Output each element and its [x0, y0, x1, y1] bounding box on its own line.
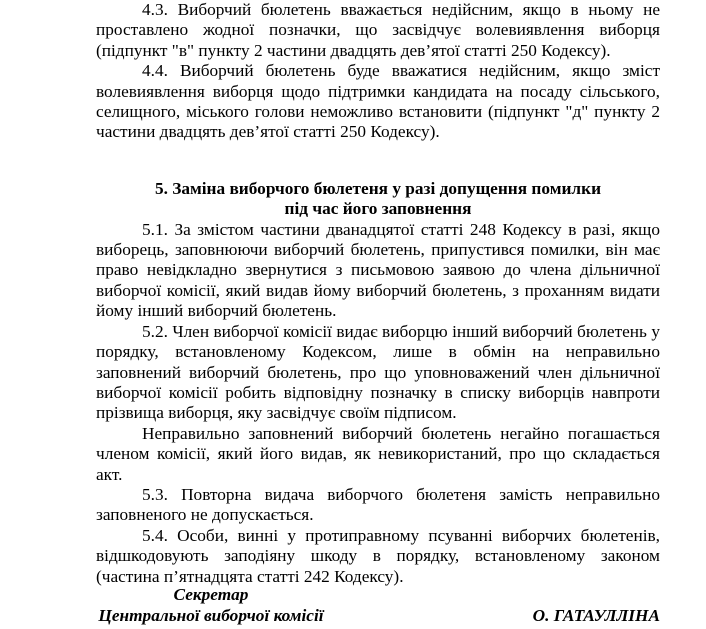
signatory-name: О. ГАТАУЛЛІНА	[532, 606, 660, 625]
paragraph-4-4: 4.4. Виборчий бюлетень буде вважатися недійсним, якщо зміст волевиявлення виборця щодо підтримки кандидата на посаду сільського, селищного, міського голови неможливо встановити (підпункт "д" пункту 2 частини двадцять дев’ятої статті 250 Кодексу).	[96, 61, 660, 142]
paragraph-5-2: 5.2. Член виборчої комісії видає виборцю інший виборчий бюлетень у порядку, встановленому Кодексом, лише в обмін на неправильно заповнений виборчий бюлетень, про що уповноважений член дільничної виборчої комісії робить відповідну позначку в списку виборців навпроти прізвища виборця, яку засвідчує своїм підписом.	[96, 321, 660, 423]
signatory-organization: Центральної виборчої комісії	[98, 606, 324, 625]
section-5-heading-line2: під час його заповнення	[284, 199, 472, 219]
signature-block	[96, 584, 660, 628]
paragraph-5-4: 5.4. Особи, винні у протиправному псуванні виборчих бюлетенів, відшкодовують заподіяну шкоду в порядку, встановленому законом (частина п’ятнадцята статті 242 Кодексу).	[96, 525, 660, 586]
section-5-heading	[96, 179, 660, 220]
paragraph-4-3: 4.3. Виборчий бюлетень вважається недійсним, якщо в ньому не проставлено жодної позначки, що засвідчує волевиявлення виборця (підпункт "в" пункту 2 частини двадцять дев’ятої статті 250 Кодексу).	[96, 0, 660, 60]
document-page	[96, 0, 660, 587]
signatory-title: Секретар	[173, 585, 249, 604]
section-5-heading-line1: 5. Заміна виборчого бюлетеня у разі допущення помилки	[154, 178, 602, 198]
paragraph-5-1: 5.1. За змістом частини дванадцятої статті 248 Кодексу в разі, якщо виборець, заповнюючи виборчий бюлетень, припустився помилки, він має право невідкладно звернутися з письмовою заявою до члена дільничної виборчої комісії, який видав йому виборчий бюлетень, з проханням видати йому інший виборчий бюлетень.	[96, 219, 660, 321]
paragraph-5-2-cont: Неправильно заповнений виборчий бюлетень негайно погашається членом комісії, який його видав, як невикористаний, про що складається акт.	[96, 423, 660, 484]
signatory-role	[96, 584, 326, 626]
paragraph-5-3: 5.3. Повторна видача виборчого бюлетеня замість неправильно заповненого не допускається.	[96, 484, 660, 525]
